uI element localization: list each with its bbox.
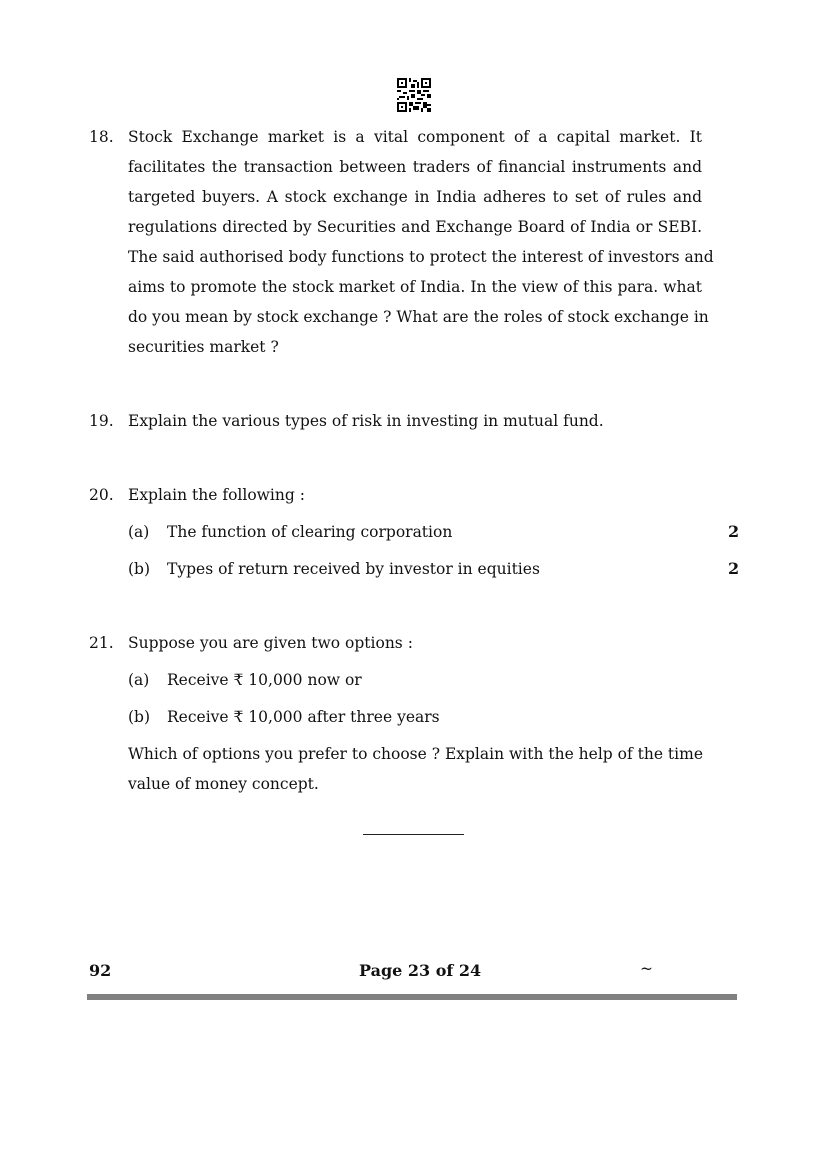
question-text-line: Stock Exchange market is a vital component of a capital market. It (128, 128, 702, 146)
paper-code: 92 (89, 961, 112, 980)
part-text: Receive ₹ 10,000 now or (167, 671, 362, 689)
qr-code (397, 78, 431, 112)
question-number: 19. (89, 412, 114, 430)
part-text: Types of return received by investor in equities (167, 560, 540, 578)
question-text-line: aims to promote the stock market of India. In the view of this para. what (128, 278, 702, 296)
question-text: Suppose you are given two options : (128, 634, 413, 652)
page-number: Page 23 of 24 (359, 961, 482, 980)
question-text-line: The said authorised body functions to protect the interest of investors and (128, 248, 714, 266)
marks: 2 (728, 522, 740, 541)
question-text-line: securities market ? (128, 338, 279, 356)
part-label: (a) (128, 523, 150, 541)
question-number: 18. (89, 128, 114, 146)
question-number: 20. (89, 486, 114, 504)
part-text: The function of clearing corporation (167, 523, 453, 541)
question-text: Explain the following : (128, 486, 305, 504)
part-text: Receive ₹ 10,000 after three years (167, 708, 440, 726)
question-text-line: facilitates the transaction between traders of financial instruments and (128, 158, 702, 176)
end-rule (363, 834, 464, 835)
question-text: Explain the various types of risk in investing in mutual fund. (128, 412, 604, 430)
question-text-line: regulations directed by Securities and Exchange Board of India or SEBI. (128, 218, 702, 236)
question-text-line: value of money concept. (128, 775, 319, 793)
part-label: (b) (128, 708, 151, 726)
question-number: 21. (89, 634, 114, 652)
part-label: (b) (128, 560, 151, 578)
marks: 2 (728, 559, 740, 578)
footer-bar (87, 994, 737, 1000)
question-text-line: do you mean by stock exchange ? What are the roles of stock exchange in (128, 308, 709, 326)
question-text-line: Which of options you prefer to choose ? Explain with the help of the time (128, 745, 703, 763)
question-text-line: targeted buyers. A stock exchange in India adheres to set of rules and (128, 188, 702, 206)
footer-mark: ~ (640, 960, 653, 978)
part-label: (a) (128, 671, 150, 689)
